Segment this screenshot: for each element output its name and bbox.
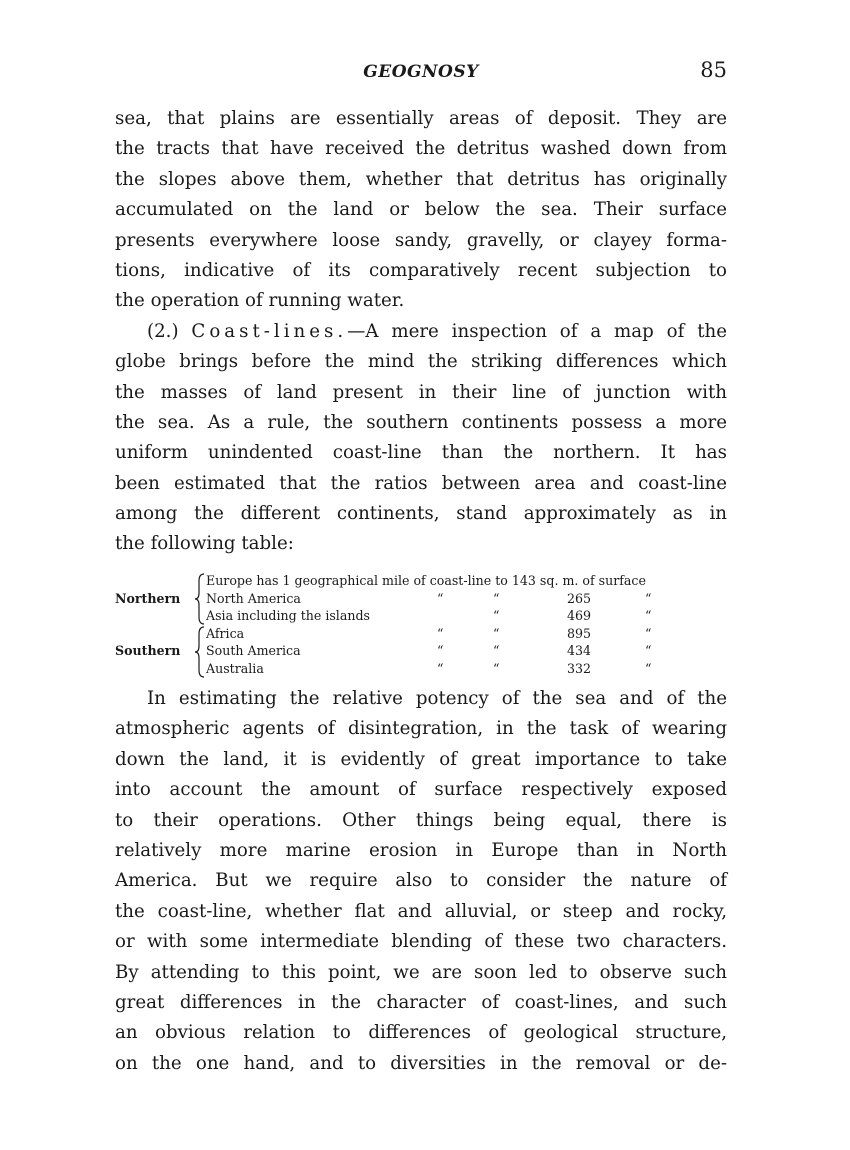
section-heading: Coast-lines. <box>191 320 348 342</box>
continent-name: North America <box>206 590 301 606</box>
section-number: (2.) <box>147 320 179 342</box>
ditto-mark: “ <box>493 608 500 623</box>
page-header <box>115 58 727 86</box>
text-line: America. But we require also to consider the nature of <box>115 870 727 892</box>
ditto-mark: “ <box>437 625 444 641</box>
text-line: the sea. As a rule, the southern continents possess a more <box>115 411 727 433</box>
continent-name: South America <box>206 643 301 658</box>
text-line: the operation of running water. <box>115 290 405 312</box>
ditto-mark: “ <box>437 590 444 606</box>
sq-miles-value: 332 <box>567 660 592 676</box>
text-line: uniform unindented coast-line than the northern. It has <box>115 442 727 464</box>
text-line: the following table: <box>115 533 294 555</box>
text-line: relatively more marine erosion in Europe than in North <box>115 839 727 861</box>
text-line: great differences in the character of coast-lines, and such <box>115 991 727 1013</box>
continent-name: Asia including the islands <box>206 608 370 623</box>
text-line: atmospheric agents of disintegration, in the task of wearing <box>115 718 727 740</box>
table-row <box>115 590 727 608</box>
text-line: globe brings before the mind the striking differences which <box>115 351 727 373</box>
continent-name: Australia <box>206 660 264 676</box>
section-heading-line <box>115 317 727 347</box>
text-fragment: —A mere inspection of a map of the <box>347 320 727 342</box>
ditto-mark: “ <box>493 590 500 606</box>
ditto-mark: “ <box>437 660 444 676</box>
text-line: been estimated that the ratios between area and coast-line <box>115 472 727 494</box>
group-label-northern: Northern <box>115 590 181 606</box>
ditto-mark: “ <box>645 660 652 676</box>
ditto-mark: “ <box>645 590 652 606</box>
text-line: the masses of land present in their line of junction with <box>115 381 727 403</box>
text-block-upper <box>115 104 727 560</box>
ditto-mark: “ <box>645 625 652 641</box>
text-line: sea, that plains are essentially areas of deposit. They are <box>115 108 727 129</box>
ditto-mark: “ <box>493 643 500 658</box>
continent-name: Africa <box>206 625 245 641</box>
ditto-mark: “ <box>645 608 652 623</box>
text-line: on the one hand, and to diversities in the removal or de- <box>115 1052 727 1074</box>
running-title: GEOGNOSY <box>363 62 479 82</box>
text-line: the slopes above them, whether that detritus has originally <box>115 168 727 190</box>
text-line: down the land, it is evidently of great importance to take <box>115 748 727 770</box>
sq-miles-value: 469 <box>567 608 592 623</box>
text-line: By attending to this point, we are soon led to observe such <box>115 961 727 983</box>
text-line: In estimating the relative potency of the sea and of the <box>147 688 727 709</box>
group-label-southern: Southern <box>115 643 181 658</box>
coastline-ratio-table <box>115 572 727 677</box>
page-number: 85 <box>700 58 727 82</box>
table-row <box>115 625 727 643</box>
sq-miles-value: 434 <box>567 643 592 658</box>
table-row <box>115 660 727 678</box>
text-line: to their operations. Other things being equal, there is <box>115 809 727 831</box>
text-line: among the different continents, stand approximately as in <box>115 503 727 525</box>
ditto-mark: “ <box>645 643 652 658</box>
ditto-mark: “ <box>437 643 444 658</box>
table-row <box>115 607 727 625</box>
text-line: into account the amount of surface respectively exposed <box>115 779 727 801</box>
text-line: an obvious relation to differences of geological structure, <box>115 1022 727 1044</box>
text-line: the tracts that have received the detritus washed down from <box>115 138 727 160</box>
sq-miles-value: 265 <box>567 590 592 606</box>
text-line: the coast-line, whether flat and alluvial, or steep and rocky, <box>115 900 727 922</box>
table-row <box>115 572 727 590</box>
text-line: accumulated on the land or below the sea. Their surface <box>115 199 727 221</box>
text-block-lower <box>115 684 727 1079</box>
sq-miles-value: 895 <box>567 625 592 641</box>
ditto-mark: “ <box>493 625 500 641</box>
table-row <box>115 642 727 660</box>
text-line: tions, indicative of its comparatively recent subjection to <box>115 259 727 281</box>
ditto-mark: “ <box>493 660 500 676</box>
text-line: presents everywhere loose sandy, gravelly, or clayey forma- <box>115 229 727 251</box>
text-line: or with some intermediate blending of these two characters. <box>115 931 727 953</box>
table-first-row-text: Europe has 1 geographical mile of coast-line to 143 sq. m. of surface <box>206 573 646 588</box>
